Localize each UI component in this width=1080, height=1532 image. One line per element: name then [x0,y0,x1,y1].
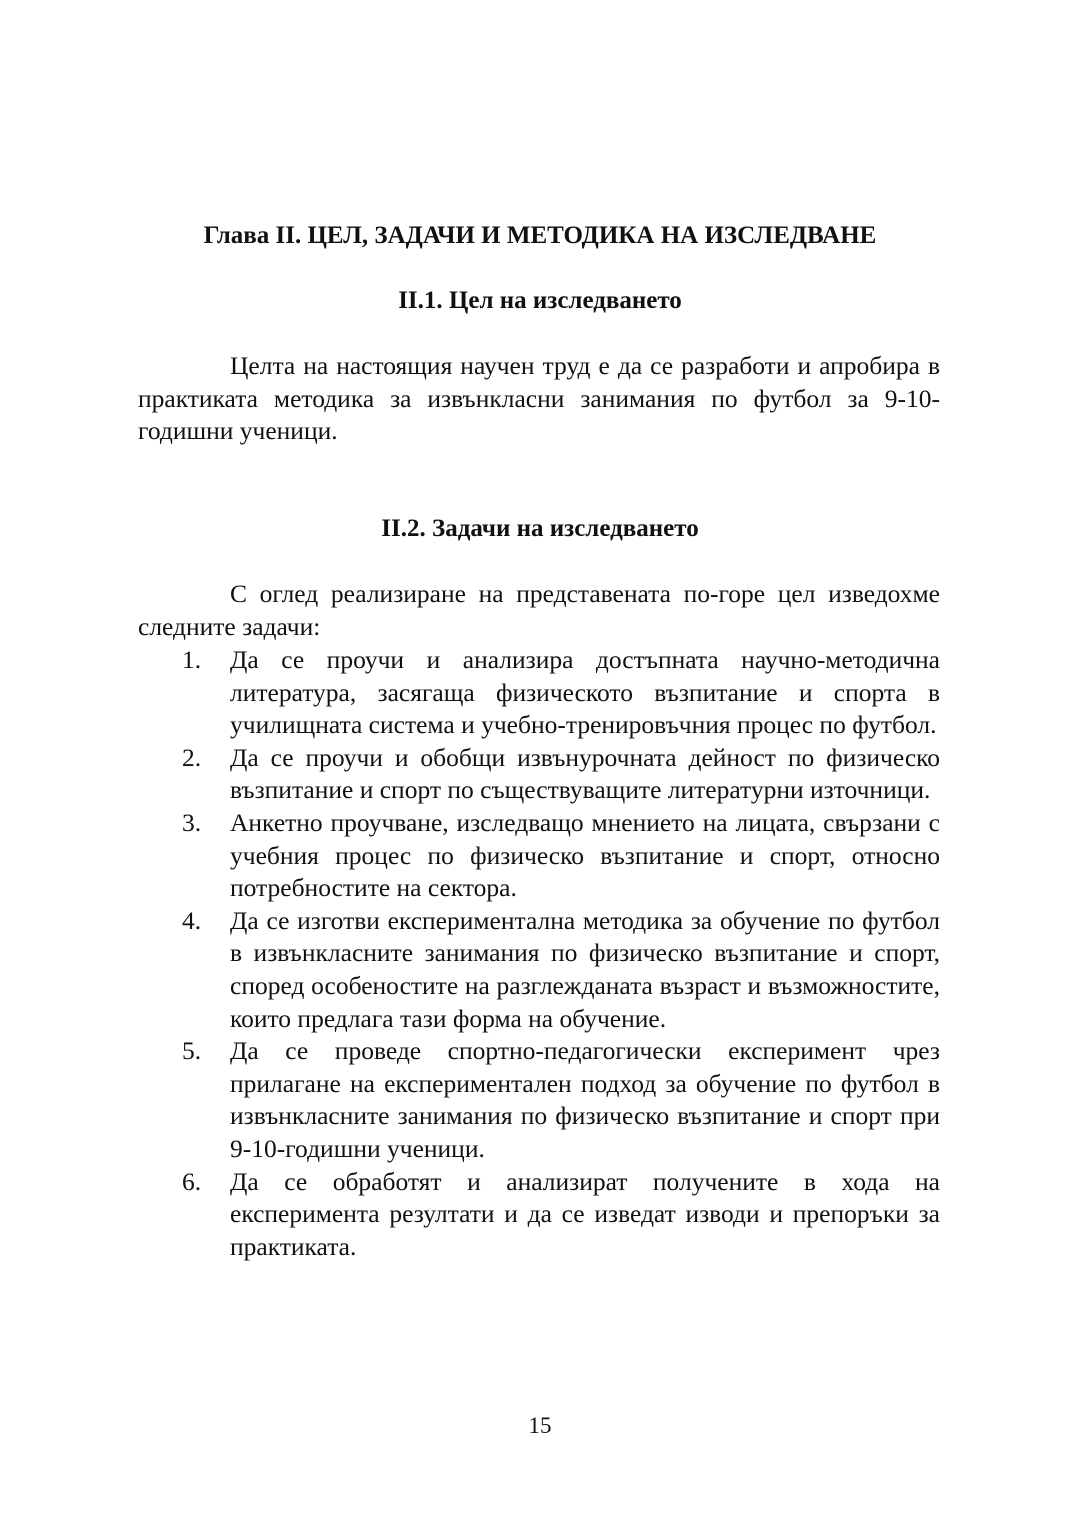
list-item-number: 6. [182,1166,202,1196]
list-item [138,644,940,742]
list-item-number: 3. [182,807,202,837]
goal-paragraph: Целта на настоящия научен труд е да се разработи и апробира в практиката методика за извънкласни занимания по футбол за 9-10-годишни ученици. [138,351,940,446]
tasks-intro-paragraph: С оглед реализиране на представената по-горе цел изведохме следните задачи: [138,579,940,641]
list-item [138,905,940,1035]
list-item-number: 4. [182,905,202,935]
list-item [138,807,940,905]
list-item [138,1035,940,1165]
list-item-text: Да се проучи и анализира достъпната научно-методична литература, засягаща физическото възпитание и спорта в училищната система и учебно-тренировъчния процес по футбол. [230,645,940,740]
list-item-number: 1. [182,645,202,674]
list-item [138,742,940,807]
list-item [138,1166,940,1264]
page-number: 15 [528,1413,552,1438]
list-item-text: Анкетно проучване, изследващо мнението на лицата, свързани с учебния процес по физическо възпитание и спорт, относно потребностите на сектора. [230,807,940,903]
list-item-text: Да се проведе спортно-педагогически експеримент чрез прилагане на експериментален подход за обучение по футбол в извънкласните занимания по физическо възпитание и спорт при 9-10-годишни ученици. [230,1036,940,1163]
section-title-tasks: II.2. Задачи на изследването [381,515,699,542]
list-item-text: Да се обработят и анализират получените в хода на експеримента резултати и да се изведат изводи и препоръки за практиката. [230,1166,940,1261]
list-item-number: 5. [182,1036,202,1066]
chapter-title: Глава II. ЦЕЛ, ЗАДАЧИ И МЕТОДИКА НА ИЗСЛЕДВАНЕ [203,222,877,249]
list-item-number: 2. [182,742,202,772]
section-title-goal: II.1. Цел на изследването [398,287,682,314]
list-item-text: Да се изготви експериментална методика за обучение по футбол в извънкласните занимания по физическо възпитание и спорт, според особеностите на разглежданата възраст и възможностите, които предлага тази форма на обучение. [230,905,940,1033]
list-item-text: Да се проучи и обобщи извънурочната дейност по физическо възпитание и спорт по съществуващите литературни източници. [230,742,940,805]
tasks-list [138,644,940,1263]
